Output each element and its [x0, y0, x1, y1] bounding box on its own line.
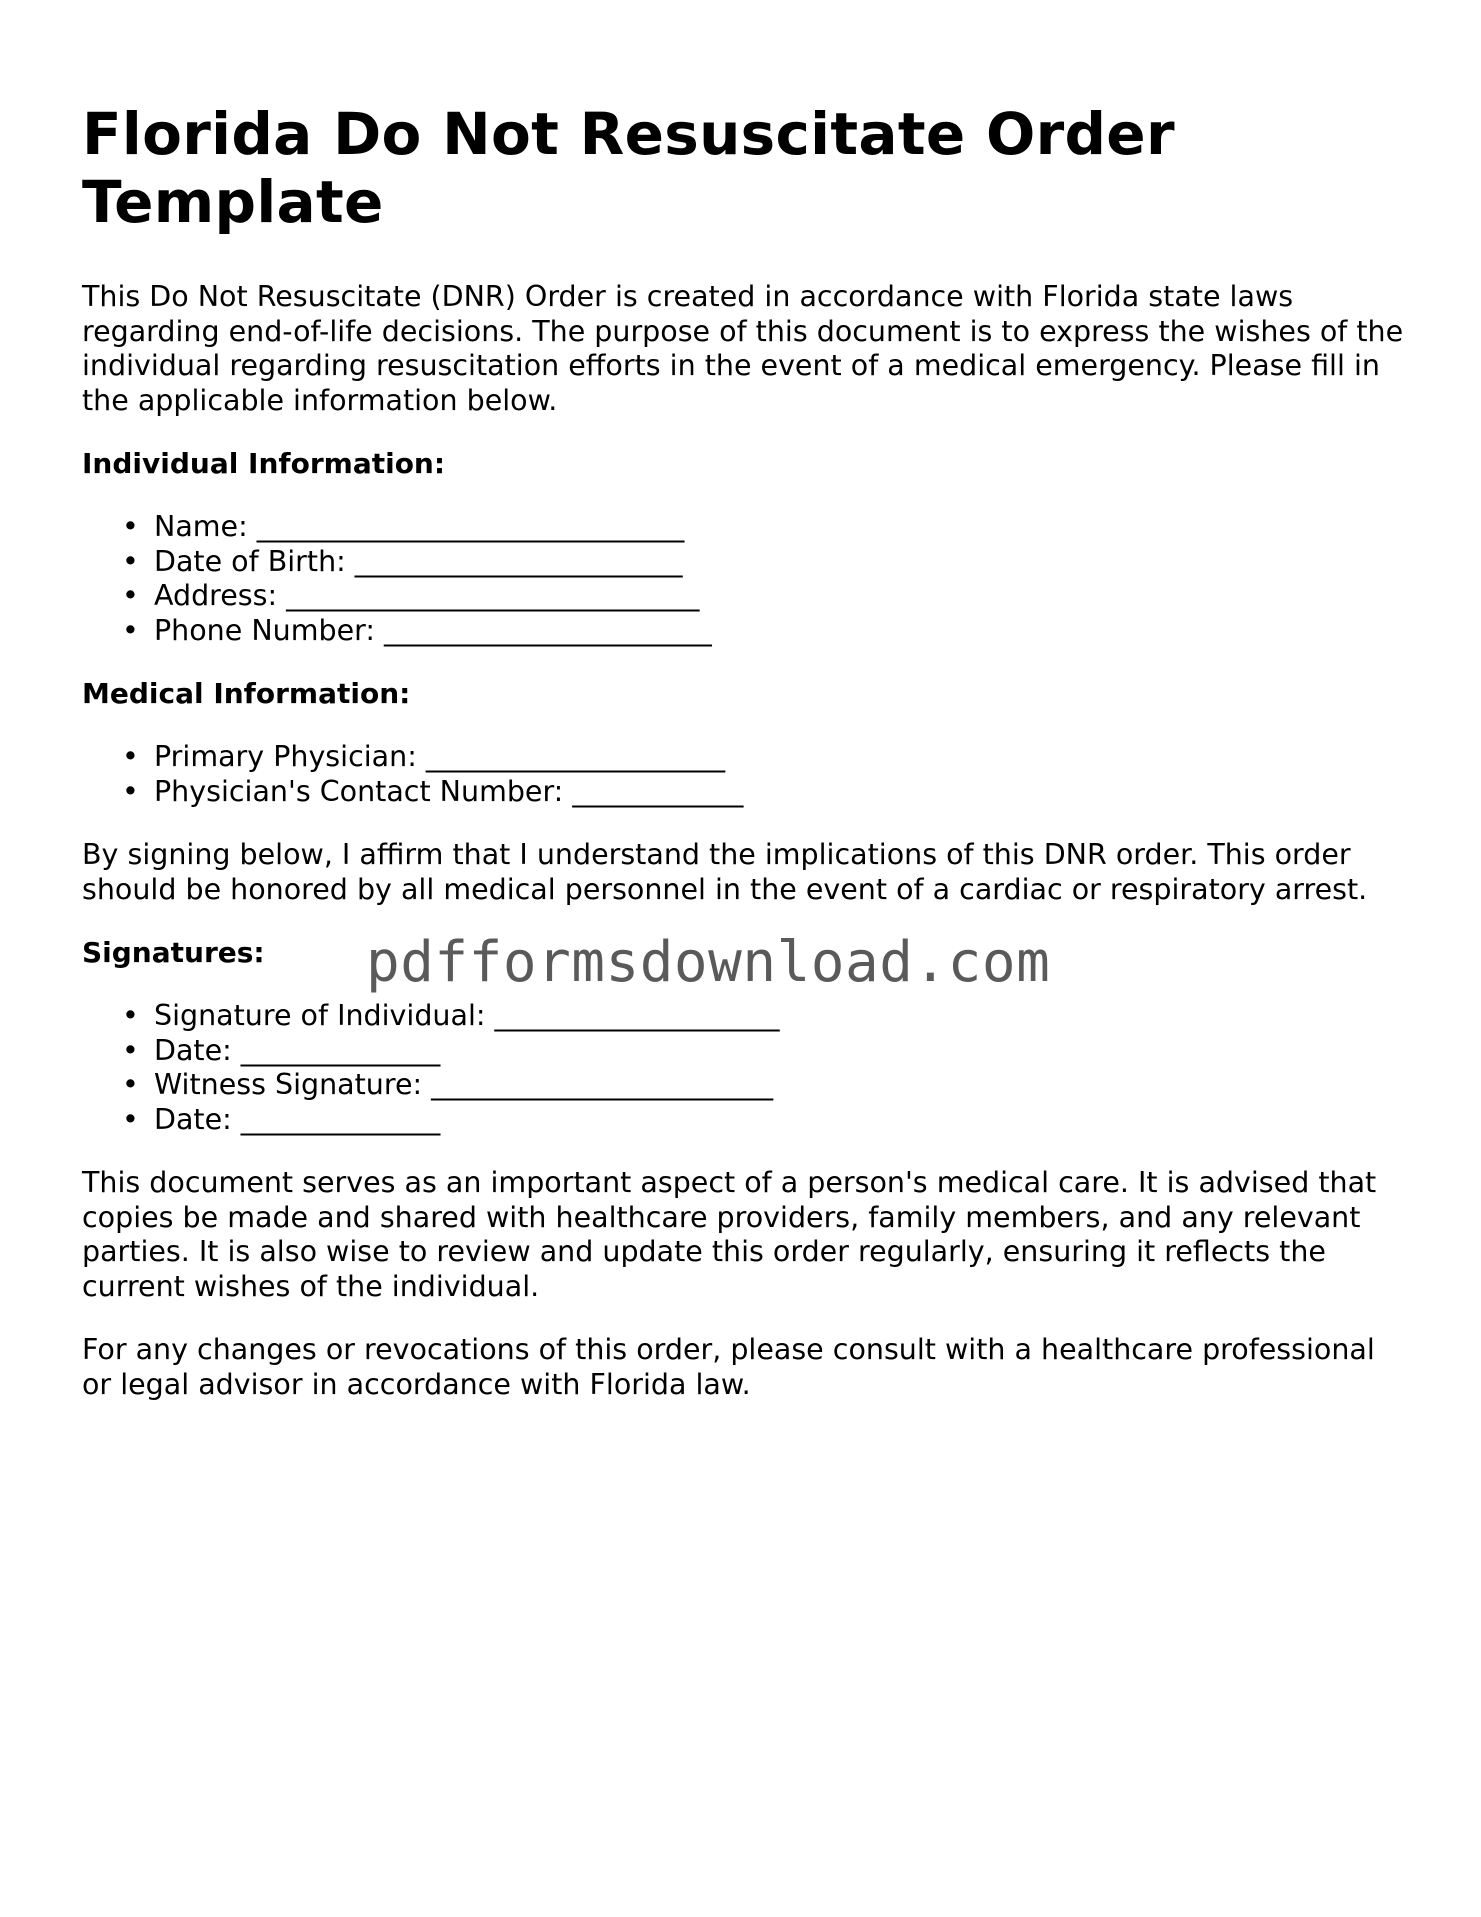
closing-paragraph-2: For any changes or revocations of this order, please consult with a healthcare professional or legal advisor in accordance with Florida law. — [82, 1333, 1375, 1401]
signatures-list — [82, 999, 1412, 1137]
bullet-icon: • — [122, 1102, 139, 1136]
bullet-icon: • — [122, 999, 139, 1032]
field-address: • Address: _____________________________ — [122, 579, 700, 612]
bullet-icon: • — [122, 740, 139, 773]
individual-information-heading: Individual Information: — [82, 447, 446, 480]
bullet-icon: • — [122, 774, 139, 808]
bullet-icon: • — [122, 613, 139, 647]
field-witness-signature: • Witness Signature: ________________________ — [122, 1068, 774, 1101]
signatures-heading: Signatures: — [82, 936, 265, 969]
document-title: Florida Do Not Resuscitate Order Template — [82, 100, 1175, 236]
field-physician-contact-number: • Physician's Contact Number: ____________ — [122, 774, 744, 808]
field-phone-number: • Phone Number: _______________________ — [122, 613, 712, 647]
bullet-icon: • — [122, 544, 139, 578]
field-individual-date: • Date: ______________ — [122, 1033, 441, 1067]
field-name: • Name: ______________________________ — [122, 510, 685, 543]
medical-information-heading: Medical Information: — [82, 677, 411, 710]
field-signature-of-individual: • Signature of Individual: ____________________ — [122, 999, 780, 1032]
bullet-icon: • — [122, 1068, 139, 1101]
affirmation-paragraph: By signing below, I affirm that I understand the implications of this DNR order. This order should be honored by all medical personnel in the event of a cardiac or respiratory arrest. — [82, 838, 1368, 906]
field-primary-physician: • Primary Physician: _____________________ — [122, 740, 726, 773]
field-date-of-birth: • Date of Birth: _______________________ — [122, 544, 683, 578]
field-witness-date: • Date: ______________ — [122, 1102, 441, 1136]
individual-information-list — [82, 510, 1412, 648]
bullet-icon: • — [122, 1033, 139, 1067]
closing-paragraph-1: This document serves as an important aspect of a person's medical care. It is advised that copies be made and shared with healthcare providers, family members, and any relevant parties. It is also wise to review and update this order regularly, ensuring it reflects the current wishes of the individual. — [82, 1166, 1377, 1303]
bullet-icon: • — [122, 510, 139, 543]
document-page — [82, 100, 1412, 1402]
bullet-icon: • — [122, 579, 139, 612]
medical-information-list — [82, 740, 1412, 809]
intro-paragraph: This Do Not Resuscitate (DNR) Order is created in accordance with Florida state laws regarding end-of-life decisions. The purpose of this document is to express the wishes of the individual regarding resuscitation efforts in the event of a medical emergency. Please fill in the applicable information below. — [82, 280, 1404, 417]
watermark: pdfformsdownload.com — [366, 930, 1051, 995]
